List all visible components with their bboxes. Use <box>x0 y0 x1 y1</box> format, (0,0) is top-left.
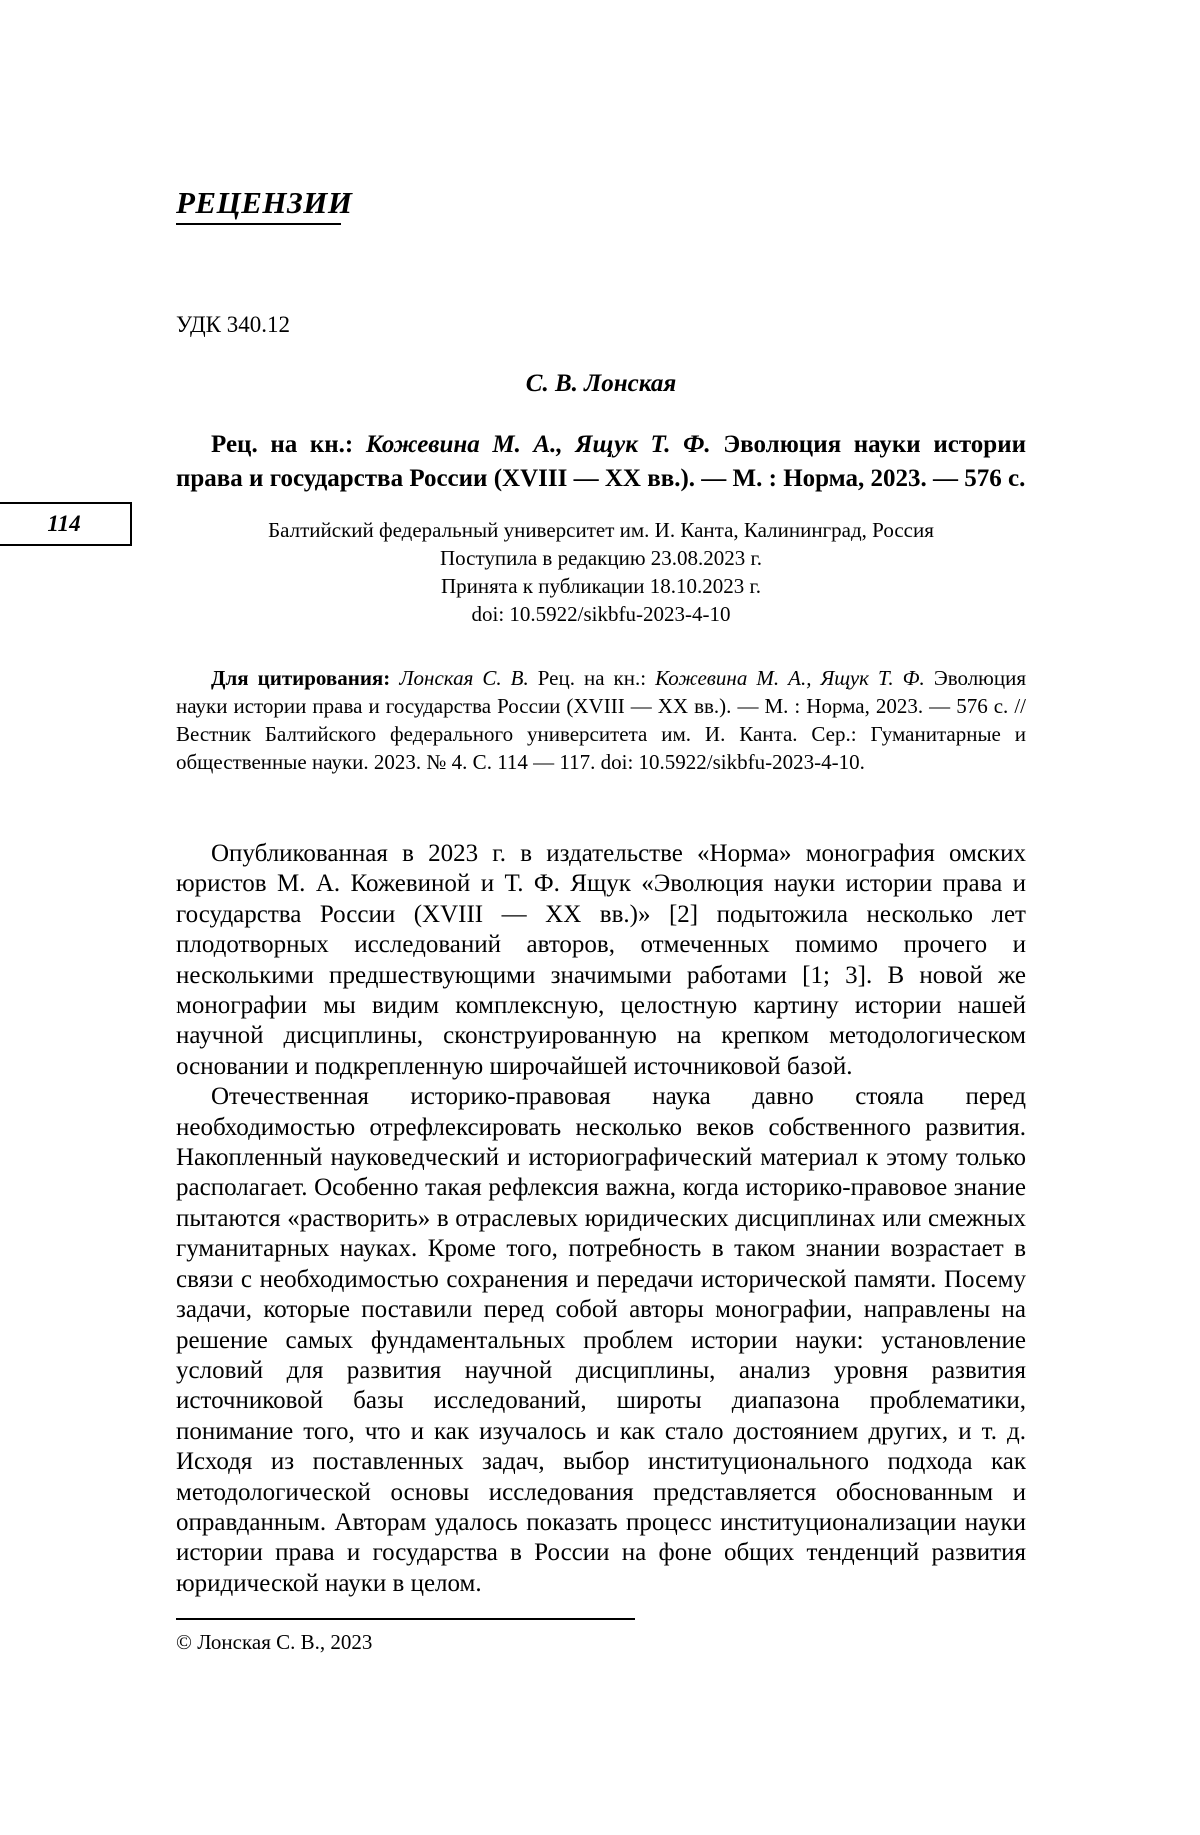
article-body <box>176 839 1026 1599</box>
article-author: С. В. Лонская <box>525 370 677 397</box>
review-book-title: Эволюция науки истории права и государства России (XVIII — XX вв.). — М. : Норма, 2023. — 576 с. <box>176 431 1026 492</box>
page-number: 114 <box>47 511 81 536</box>
review-title <box>176 428 1026 496</box>
body-paragraph: Опубликованная в 2023 г. в издательстве «Норма» монография омских юристов М. А. Кожевиной и Т. Ф. Ящук «Эволюция науки истории права и государства России (XVIII — XX вв.)» [2] подытожила несколько лет плодотворных исследований авторов, отмеченных помимо прочего и несколькими предшествующими значимыми работами [1; 3]. В новой же монографии мы видим комплексную, целостную картину истории нашей научной дисциплины, сконструированную на крепком методологическом основании и подкрепленную широчайшей источниковой базой. <box>176 840 1026 1080</box>
review-book-authors: Кожевина М. А., Ящук Т. Ф. <box>365 431 711 458</box>
udc-code: УДК 340.12 <box>176 312 290 337</box>
footnote-divider <box>176 1618 635 1620</box>
citation-label: Для цитирования: <box>211 666 391 690</box>
citation-book-authors: Кожевина М. А., Ящук Т. Ф. <box>655 666 925 690</box>
received-date: Поступила в редакцию 23.08.2023 г. <box>439 546 762 570</box>
page-number-box <box>0 502 132 546</box>
citation-block <box>176 664 1026 776</box>
copyright: © Лонская С. В., 2023 <box>176 1630 373 1654</box>
citation-rest: Эволюция науки истории права и государства России (XVIII — XX вв.). — М. : Норма, 2023. — 576 с. // Вестник Балтийского федерального университета им. И. Канта. Сер.: Гуманитарные и общественные науки. 2023. № 4. С. 114 — 117. doi: 10.5922/sikbfu-2023-4-10. <box>176 666 1026 774</box>
review-prefix: Рец. на кн.: <box>211 431 366 458</box>
affiliation: Балтийский федеральный университет им. И. Канта, Калининград, Россия <box>268 518 934 542</box>
article-meta <box>176 516 1026 628</box>
section-title-underline <box>176 223 341 225</box>
doi: doi: 10.5922/sikbfu-2023-4-10 <box>471 602 731 626</box>
accepted-date: Принята к публикации 18.10.2023 г. <box>440 574 761 598</box>
citation-review-prefix: Рец. на кн.: <box>528 666 656 690</box>
citation-author: Лонская С. В. <box>399 666 529 690</box>
section-title: РЕЦЕНЗИИ <box>176 185 353 220</box>
body-paragraph: Отечественная историко-правовая наука давно стояла перед необходимостью отрефлексировать несколько веков собственного развития. Накопленный науковедческий и историографический материал к этому только располагает. Особенно такая рефлексия важна, когда историко-правовое знание пытаются «растворить» в отраслевых юридических дисциплинах или смежных гуманитарных науках. Кроме того, потребность в таком знании возрастает в связи с необходимостью сохранения и передачи исторической памяти. Посему задачи, которые поставили перед собой авторы монографии, направлены на решение самых фундаментальных проблем истории науки: установление условий для развития научной дисциплины, анализ уровня развития источниковой базы исследований, широты диапазона проблематики, понимание того, что и как изучалось и как стало достоянием других, и т. д. Исходя из поставленных задач, выбор институционального подхода как методологической основы исследования представляется обоснованным и оправданным. Авторам удалось показать процесс институционализации науки истории права и государства в России на фоне общих тенденций развития юридической науки в целом. <box>176 1083 1026 1597</box>
